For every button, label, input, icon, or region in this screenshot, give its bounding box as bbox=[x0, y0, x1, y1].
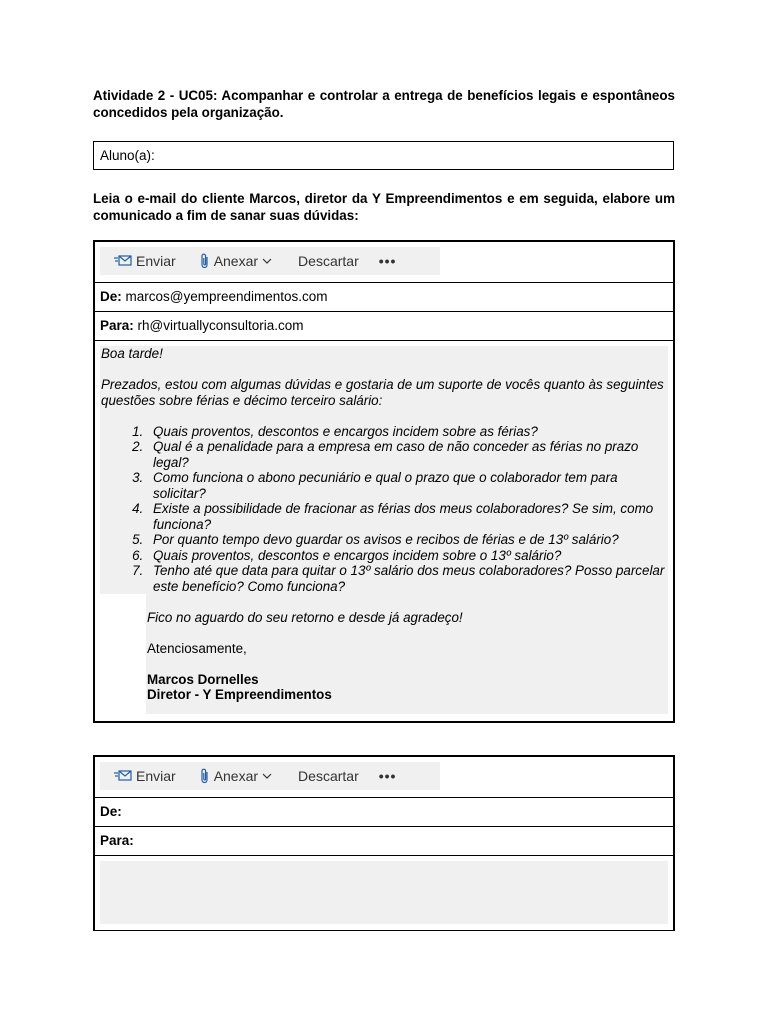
instructions-text: Leia o e-mail do cliente Marcos, diretor da Y Empreendimentos e em seguida, elabore um comunicado a fim de sanar suas dúvidas: bbox=[93, 191, 675, 223]
list-item: 3. Como funciona o abono pecuniário e qual o prazo que o colaborador tem para solicitar? bbox=[147, 470, 667, 501]
signature-title: Diretor - Y Empreendimentos bbox=[147, 687, 332, 702]
paperclip-icon bbox=[200, 768, 210, 784]
reply-email bbox=[93, 755, 675, 931]
attach-button[interactable] bbox=[200, 253, 276, 269]
email-body bbox=[95, 341, 673, 720]
from-label: De: bbox=[100, 289, 122, 304]
from-field[interactable] bbox=[95, 283, 673, 312]
activity-title: Atividade 2 - UC05: Acompanhar e controlar a entrega de benefícios legais e espontâneos concedidos pela organização. bbox=[93, 88, 675, 120]
email-regards: Atenciosamente, bbox=[147, 640, 247, 656]
from-label: De: bbox=[100, 804, 122, 819]
reply-body-input[interactable] bbox=[95, 856, 673, 930]
discard-button[interactable] bbox=[298, 768, 359, 784]
list-item: 2. Qual é a penalidade para a empresa em caso de não conceder as férias no prazo legal? bbox=[147, 439, 667, 470]
list-item: 4. Existe a possibilidade de fracionar as férias dos meus colaboradores? Se sim, como funciona? bbox=[147, 501, 667, 532]
email-body-text bbox=[95, 341, 673, 703]
email-toolbar bbox=[100, 762, 440, 790]
to-label: Para: bbox=[100, 833, 134, 848]
list-item: 6. Quais proventos, descontos e encargos incidem sobre o 13º salário? bbox=[147, 548, 667, 564]
attach-label: Anexar bbox=[213, 768, 259, 784]
attach-button[interactable] bbox=[200, 768, 276, 784]
signature-name: Marcos Dornelles bbox=[147, 671, 259, 687]
send-label: Enviar bbox=[136, 768, 176, 784]
client-email bbox=[93, 240, 675, 723]
email-closing: Fico no aguardo do seu retorno e desde já agradeço! bbox=[147, 609, 463, 625]
more-icon: ••• bbox=[378, 768, 397, 784]
from-field[interactable] bbox=[95, 798, 673, 827]
more-options-button[interactable] bbox=[379, 768, 397, 784]
discard-label: Descartar bbox=[298, 253, 359, 269]
more-icon: ••• bbox=[378, 253, 397, 269]
list-item: 5. Por quanto tempo devo guardar os avisos e recibos de férias e de 13º salário? bbox=[147, 532, 667, 548]
to-field[interactable] bbox=[95, 312, 673, 341]
from-value: marcos@yempreendimentos.com bbox=[125, 289, 328, 304]
question-list bbox=[101, 424, 667, 595]
send-icon bbox=[114, 769, 132, 783]
send-button[interactable] bbox=[114, 768, 176, 784]
email-toolbar-row bbox=[95, 757, 673, 798]
more-options-button[interactable] bbox=[379, 253, 397, 269]
discard-label: Descartar bbox=[298, 768, 359, 784]
email-toolbar-row bbox=[95, 242, 673, 283]
email-intro: Prezados, estou com algumas dúvidas e gostaria de um suporte de vocês quanto às seguintes questões sobre férias e décimo terceiro salário: bbox=[101, 377, 664, 408]
list-item: 1. Quais proventos, descontos e encargos incidem sobre as férias? bbox=[147, 424, 667, 440]
send-icon bbox=[114, 254, 132, 268]
send-button[interactable] bbox=[114, 253, 176, 269]
to-value: rh@virtuallyconsultoria.com bbox=[137, 318, 304, 333]
list-item: 7. Tenho até que data para quitar o 13º salário dos meus colaboradores? Posso parcelar este benefício? Como funciona? bbox=[147, 563, 667, 594]
to-field[interactable] bbox=[95, 827, 673, 856]
discard-button[interactable] bbox=[298, 253, 359, 269]
email-toolbar bbox=[100, 247, 440, 275]
student-name-field[interactable] bbox=[93, 141, 674, 170]
student-name-label: Aluno(a): bbox=[100, 148, 155, 163]
attach-label: Anexar bbox=[213, 253, 259, 269]
paperclip-icon bbox=[200, 253, 210, 269]
chevron-down-icon bbox=[262, 772, 272, 780]
chevron-down-icon bbox=[262, 257, 272, 265]
send-label: Enviar bbox=[136, 253, 176, 269]
to-label: Para: bbox=[100, 318, 134, 333]
email-greeting: Boa tarde! bbox=[101, 346, 163, 361]
email-body-background bbox=[100, 861, 668, 924]
